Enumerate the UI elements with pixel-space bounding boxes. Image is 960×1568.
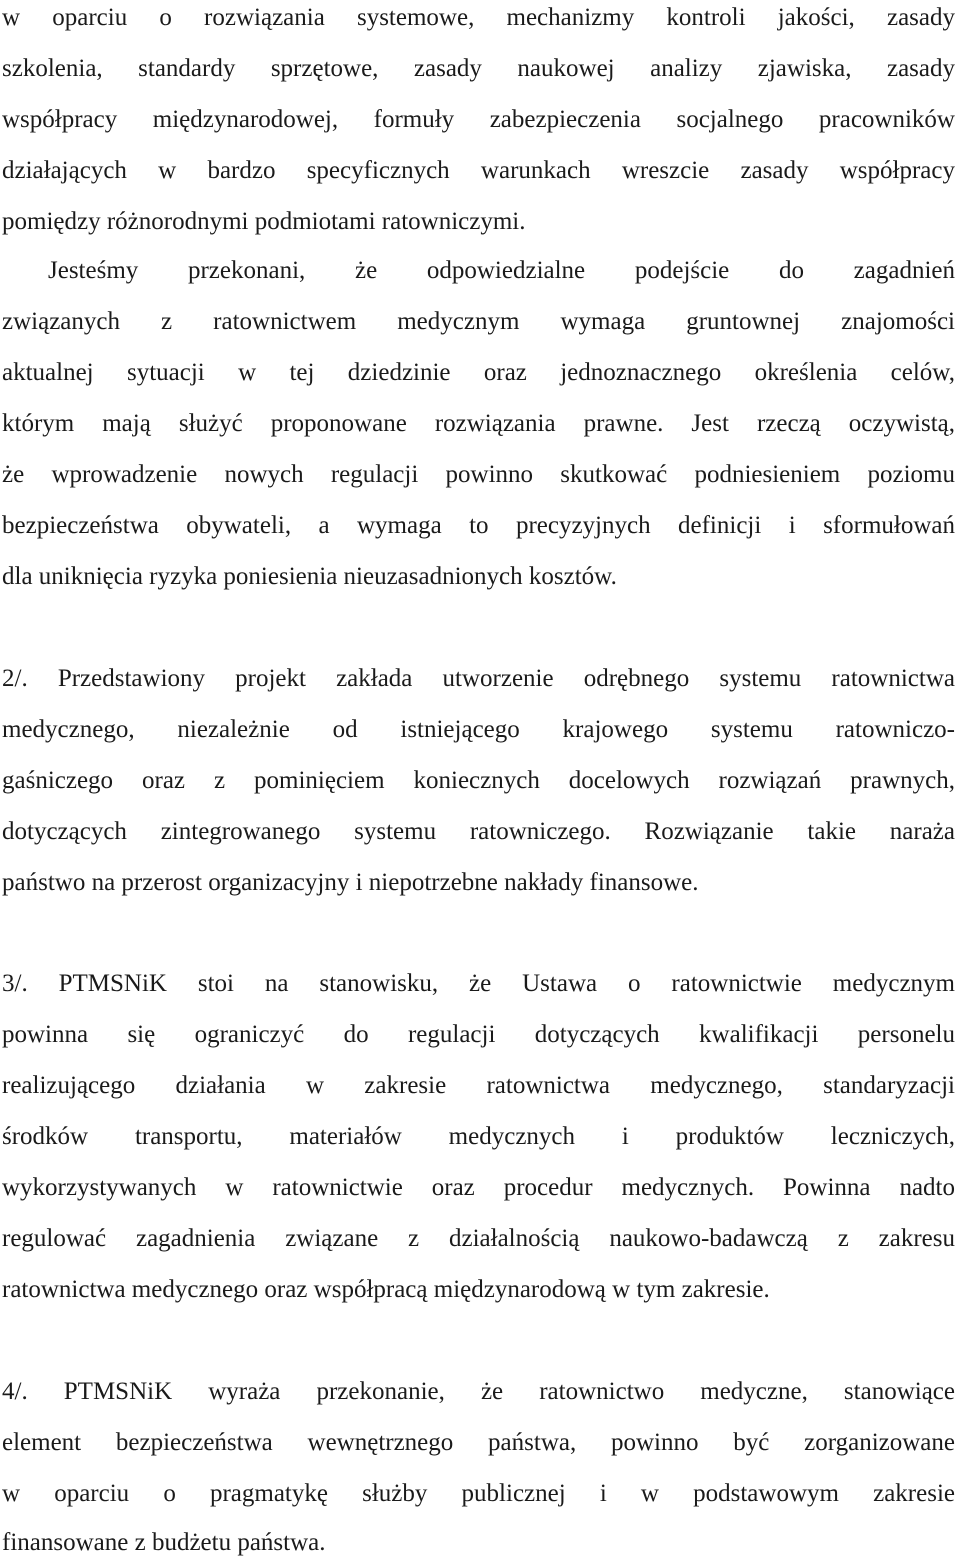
text-line: powinna się ograniczyć do regulacji dotyczących kwalifikacji personelu xyxy=(2,1021,955,1048)
text-line: związanych z ratownictwem medycznym wymaga gruntownej znajomości xyxy=(2,308,955,335)
text-line: dla uniknięcia ryzyka poniesienia nieuzasadnionych kosztów. xyxy=(2,563,617,590)
text-line: wykorzystywanych w ratownictwie oraz procedur medycznych. Powinna nadto xyxy=(2,1174,955,1201)
text-line: działających w bardzo specyficznych warunkach wreszcie zasady współpracy xyxy=(2,157,955,184)
text-line: gaśniczego oraz z pominięciem koniecznych docelowych rozwiązań prawnych, xyxy=(2,767,955,794)
text-line: aktualnej sytuacji w tej dziedzinie oraz jednoznacznego określenia celów, xyxy=(2,359,955,386)
text-line: pomiędzy różnorodnymi podmiotami ratowniczymi. xyxy=(2,208,526,235)
text-line: 2/. Przedstawiony projekt zakłada utworzenie odrębnego systemu ratownictwa xyxy=(2,665,955,692)
text-line: realizującego działania w zakresie ratownictwa medycznego, standaryzacji xyxy=(2,1072,955,1099)
text-line: którym mają służyć proponowane rozwiązania prawne. Jest rzeczą oczywistą, xyxy=(2,410,955,437)
text-line: że wprowadzenie nowych regulacji powinno skutkować podniesieniem poziomu xyxy=(2,461,955,488)
text-line: ratownictwa medycznego oraz współpracą międzynarodową w tym zakresie. xyxy=(2,1276,770,1303)
text-line: 4/. PTMSNiK wyraża przekonanie, że ratownictwo medyczne, stanowiące xyxy=(2,1378,955,1405)
text-line: w oparciu o pragmatykę służby publicznej i w podstawowym zakresie xyxy=(2,1480,955,1507)
text-line: finansowane z budżetu państwa. xyxy=(2,1529,326,1556)
text-line: środków transportu, materiałów medycznych i produktów leczniczych, xyxy=(2,1123,955,1150)
text-line: dotyczących zintegrowanego systemu ratowniczego. Rozwiązanie takie naraża xyxy=(2,818,955,845)
text-line: bezpieczeństwa obywateli, a wymaga to precyzyjnych definicji i sformułowań xyxy=(2,512,955,539)
text-line: państwo na przerost organizacyjny i niepotrzebne nakłady finansowe. xyxy=(2,869,699,896)
text-line: szkolenia, standardy sprzętowe, zasady naukowej analizy zjawiska, zasady xyxy=(2,55,955,82)
text-line: Jesteśmy przekonani, że odpowiedzialne podejście do zagadnień xyxy=(48,257,955,284)
text-line: współpracy międzynarodowej, formuły zabezpieczenia socjalnego pracowników xyxy=(2,106,955,133)
text-line: 3/. PTMSNiK stoi na stanowisku, że Ustawa o ratownictwie medycznym xyxy=(2,970,955,997)
text-line: w oparciu o rozwiązania systemowe, mechanizmy kontroli jakości, zasady xyxy=(2,4,955,31)
text-line: medycznego, niezależnie od istniejącego krajowego systemu ratowniczo- xyxy=(2,716,955,743)
text-line: element bezpieczeństwa wewnętrznego państwa, powinno być zorganizowane xyxy=(2,1429,955,1456)
text-line: regulować zagadnienia związane z działalnością naukowo-badawczą z zakresu xyxy=(2,1225,955,1252)
